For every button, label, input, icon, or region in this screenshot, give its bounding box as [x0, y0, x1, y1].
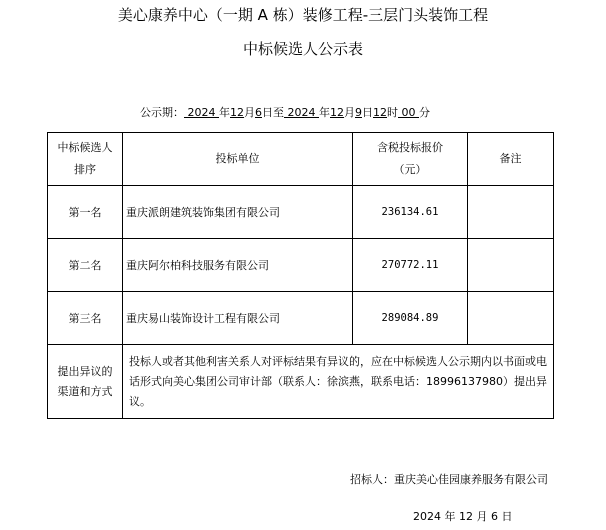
rank-cell: 第二名	[48, 239, 123, 292]
unit-year: 年	[219, 106, 230, 119]
rank-cell: 第三名	[48, 292, 123, 345]
end-minute: 00	[401, 106, 416, 119]
header-unit: 投标单位	[123, 133, 353, 186]
objection-label	[48, 345, 123, 419]
objection-label-line1: 提出异议的	[57, 364, 113, 378]
unit-cell: 重庆阿尔柏科技服务有限公司	[123, 239, 353, 292]
unit-cell: 重庆易山装饰设计工程有限公司	[123, 292, 353, 345]
unit-to: 日至	[262, 106, 284, 119]
header-rank	[48, 133, 123, 186]
header-remark: 备注	[468, 133, 554, 186]
unit-day: 日	[362, 106, 373, 119]
remark-cell	[468, 186, 554, 239]
price-cell: 270772.11	[353, 239, 468, 292]
table-row	[48, 292, 554, 345]
header-price-line2: （元）	[393, 163, 427, 176]
price-cell: 236134.61	[353, 186, 468, 239]
signing-date: 2024 年 12 月 6 日	[413, 510, 513, 523]
table-header-row	[48, 133, 554, 186]
document-subtitle: 中标候选人公示表	[242, 40, 363, 58]
table-row	[48, 186, 554, 239]
end-day: 9	[355, 106, 362, 119]
objection-text: 投标人或者其他利害关系人对评标结果有异议的，应在中标候选人公示期内以书面或电话形式向美心集团公司审计部（联系人：徐滨燕，联系电话：18996137980）提出异议。	[123, 345, 554, 419]
end-month: 12	[330, 106, 344, 119]
header-price-line1: 含税投标报价	[377, 141, 443, 154]
unit-cell: 重庆派朗建筑装饰集团有限公司	[123, 186, 353, 239]
header-price	[353, 133, 468, 186]
start-month: 12	[230, 106, 244, 119]
tenderer: 招标人：重庆美心佳园康养服务有限公司	[350, 473, 548, 486]
publicity-period	[140, 104, 430, 120]
candidate-table	[47, 132, 554, 419]
unit-year-2: 年	[319, 106, 330, 119]
header-rank-line1: 中标候选人	[57, 141, 113, 154]
rank-cell: 第一名	[48, 186, 123, 239]
publicity-label: 公示期：	[140, 106, 184, 119]
document-title: 美心康养中心（一期 A 栋）装修工程-三层门头装饰工程	[117, 6, 489, 24]
unit-month-2: 月	[344, 106, 355, 119]
end-year: 2024	[287, 106, 316, 119]
unit-minute: 分	[419, 106, 430, 119]
remark-cell	[468, 292, 554, 345]
remark-cell	[468, 239, 554, 292]
table-row	[48, 239, 554, 292]
objection-label-line2: 渠道和方式	[57, 384, 113, 398]
unit-month: 月	[244, 106, 255, 119]
header-rank-line2: 排序	[74, 163, 96, 176]
start-day: 6	[255, 106, 262, 119]
end-hour: 12	[373, 106, 387, 119]
unit-hour: 时	[387, 106, 398, 119]
price-cell: 289084.89	[353, 292, 468, 345]
objection-row	[48, 345, 554, 419]
start-year: 2024	[187, 106, 216, 119]
